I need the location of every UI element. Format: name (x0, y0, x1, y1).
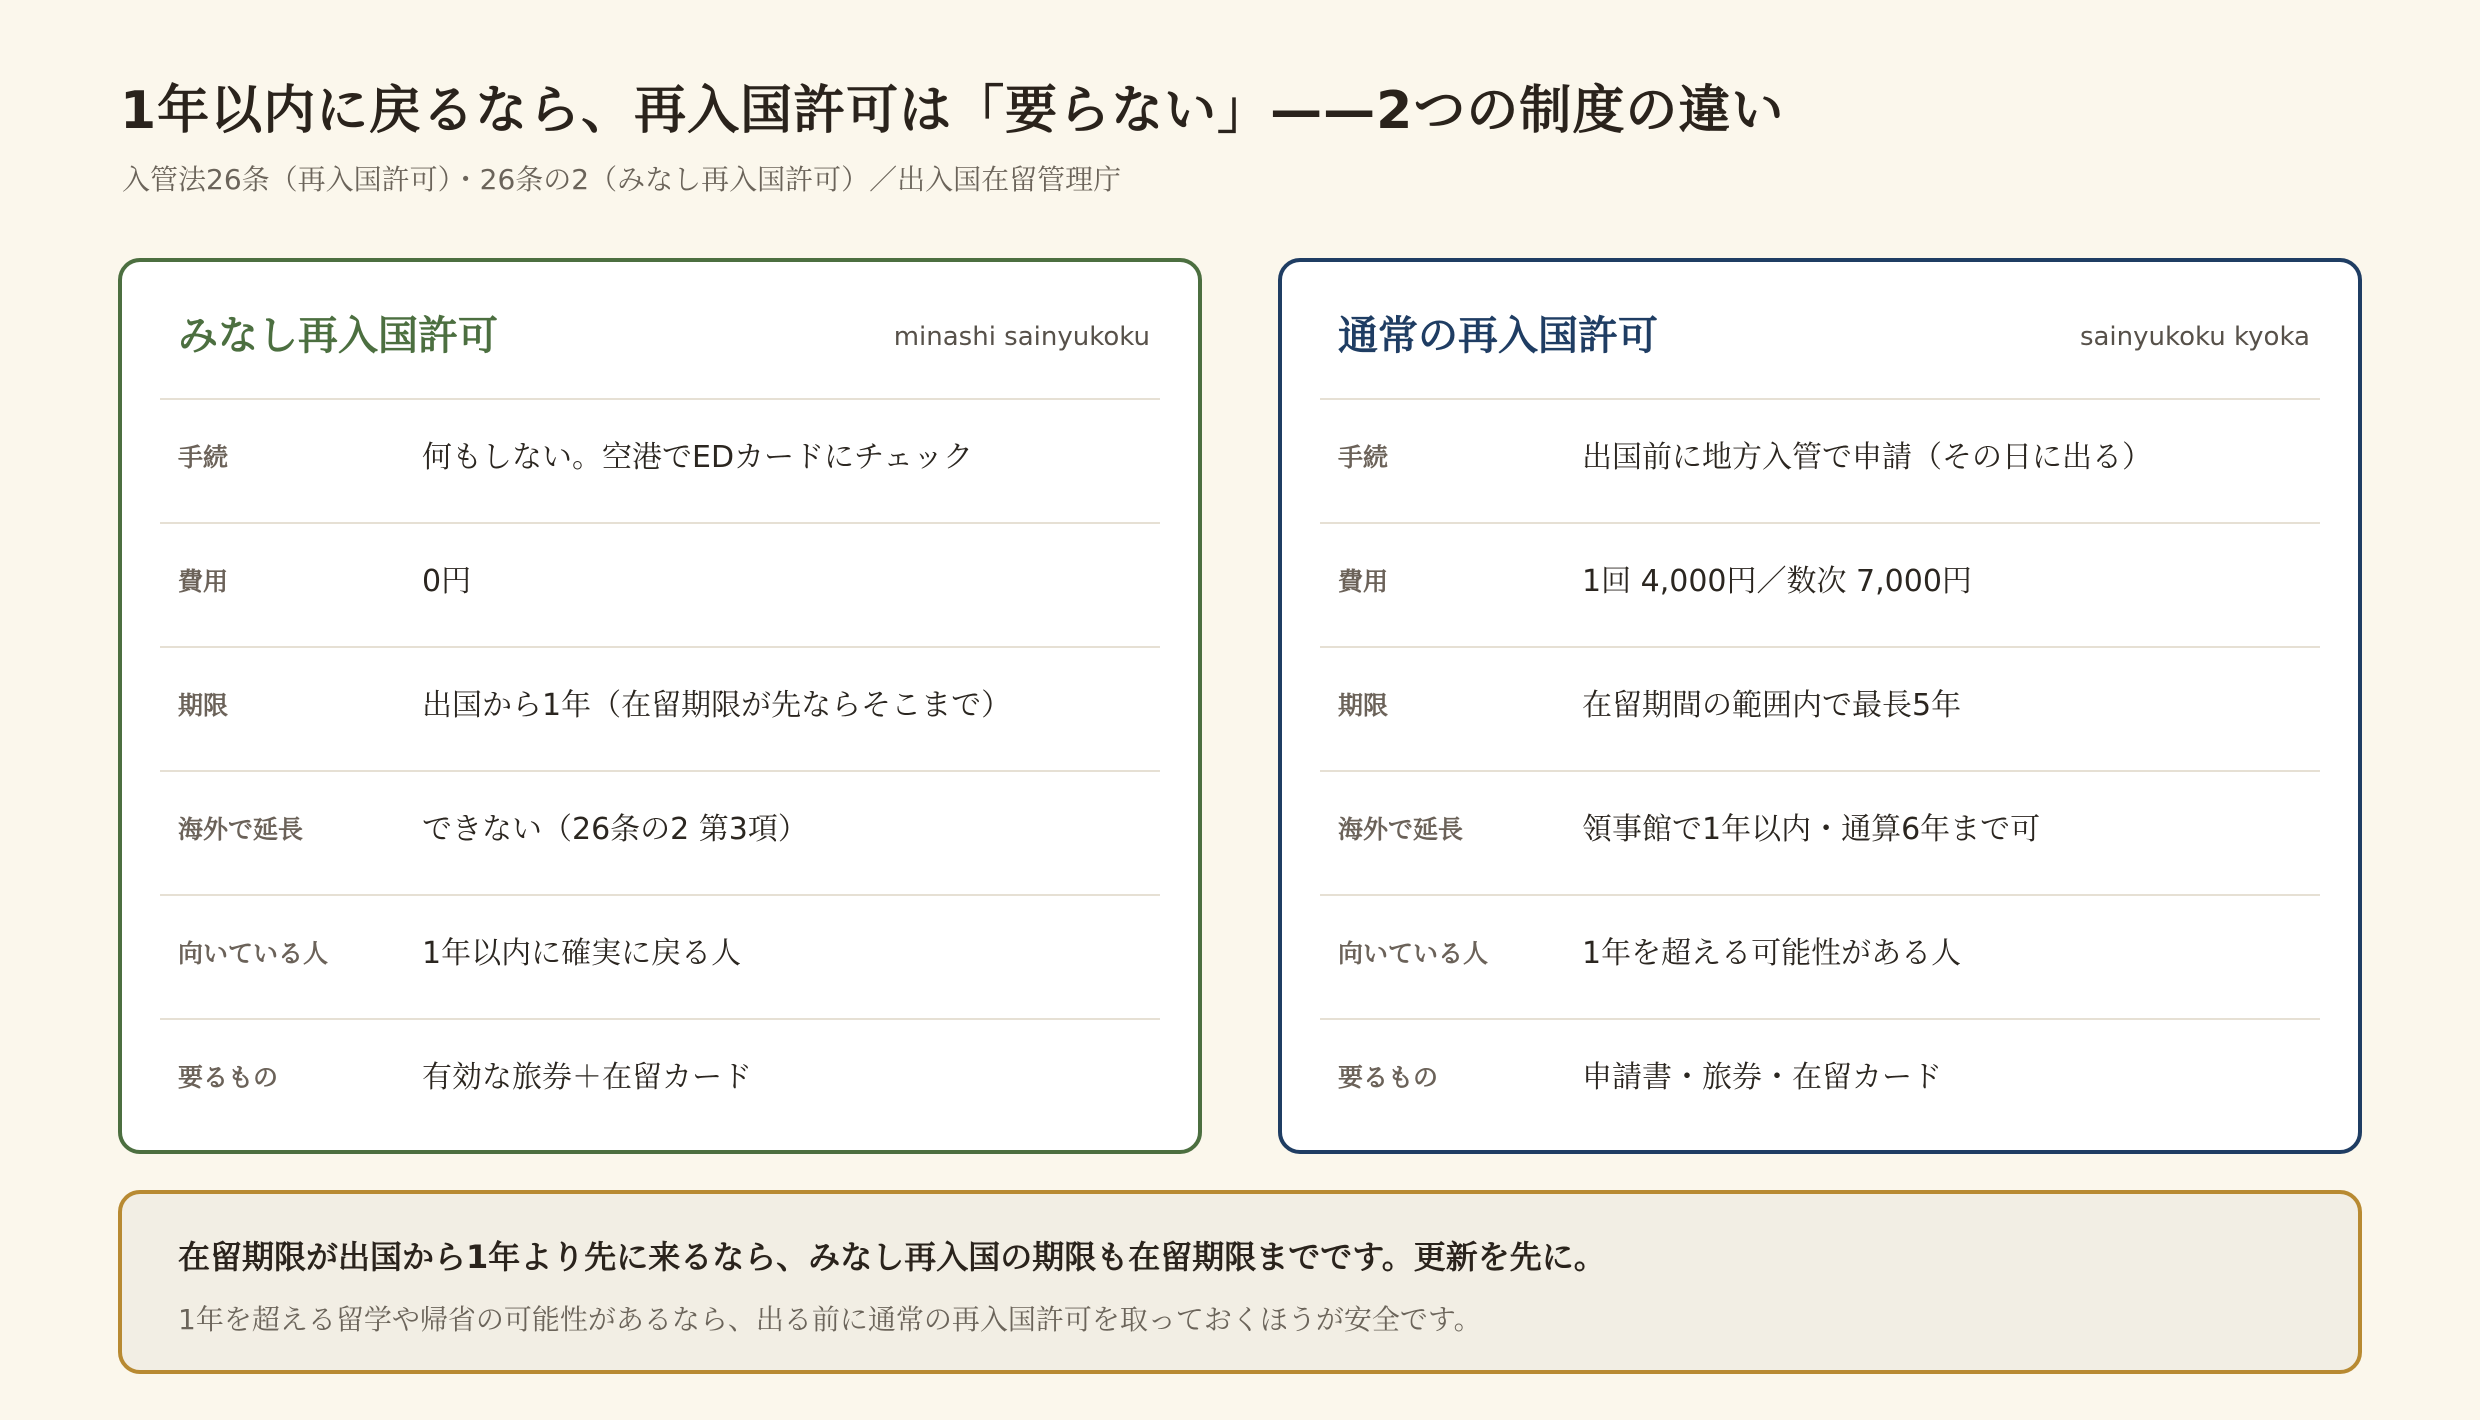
row-value: 出国前に地方入管で申請（その日に出る） (1582, 440, 2152, 475)
note-headline: 在留期限が出国から1年より先に来るなら、みなし再入国の期限も在留期限までです。更新を先に。 (178, 1238, 1606, 1276)
card-header (1320, 300, 2320, 400)
row-label: 要るもの (178, 1063, 279, 1092)
table-row (1320, 896, 2320, 1020)
row-label: 手続 (178, 443, 229, 472)
row-value: 領事館で1年以内・通算6年まで可 (1582, 812, 2041, 847)
card-header (160, 300, 1160, 400)
row-value: 1年を超える可能性がある人 (1582, 936, 1962, 971)
row-label: 海外で延長 (178, 815, 304, 844)
table-row (160, 524, 1160, 648)
table-row (160, 400, 1160, 524)
table-row (1320, 772, 2320, 896)
row-value: 有効な旅券＋在留カード (422, 1060, 752, 1095)
row-label: 期限 (1338, 691, 1389, 720)
row-value: 0円 (422, 564, 472, 599)
table-row (1320, 648, 2320, 772)
table-row (1320, 524, 2320, 648)
table-row (160, 896, 1160, 1020)
table-row (160, 772, 1160, 896)
page-subtitle: 入管法26条（再入国許可）・26条の2（みなし再入国許可）／出入国在留管理庁 (122, 163, 1122, 196)
card-title: みなし再入国許可 (178, 313, 498, 359)
card-rows (1320, 400, 2320, 1144)
row-label: 海外で延長 (1338, 815, 1464, 844)
row-label: 期限 (178, 691, 229, 720)
card-sainyukoku (1278, 258, 2362, 1154)
row-value: できない（26条の2 第3項） (422, 812, 808, 847)
card-rows (160, 400, 1160, 1144)
row-value: 申請書・旅券・在留カード (1582, 1060, 1942, 1095)
row-label: 費用 (1338, 567, 1389, 596)
row-value: 1回 4,000円／数次 7,000円 (1582, 564, 1972, 599)
note-detail: 1年を超える留学や帰省の可能性があるなら、出る前に通常の再入国許可を取っておくほうが安全です。 (178, 1303, 1482, 1336)
row-label: 手続 (1338, 443, 1389, 472)
table-row (160, 1020, 1160, 1144)
page-title: 1年以内に戻るなら、再入国許可は「要らない」——2つの制度の違い (120, 81, 1785, 141)
callout-note (118, 1190, 2362, 1374)
table-row (160, 648, 1160, 772)
row-value: 出国から1年（在留期限が先ならそこまで） (422, 688, 1012, 723)
row-label: 向いている人 (1338, 939, 1489, 968)
table-row (1320, 1020, 2320, 1144)
row-label: 費用 (178, 567, 229, 596)
row-value: 何もしない。空港でEDカードにチェック (422, 440, 974, 475)
row-value: 1年以内に確実に戻る人 (422, 936, 742, 971)
card-romaji: sainyukoku kyoka (2079, 322, 2310, 352)
table-row (1320, 400, 2320, 524)
row-label: 向いている人 (178, 939, 329, 968)
row-label: 要るもの (1338, 1063, 1439, 1092)
card-romaji: minashi sainyukoku (893, 322, 1150, 352)
row-value: 在留期間の範囲内で最長5年 (1582, 688, 1962, 723)
card-title: 通常の再入国許可 (1338, 313, 1658, 359)
card-minashi (118, 258, 1202, 1154)
